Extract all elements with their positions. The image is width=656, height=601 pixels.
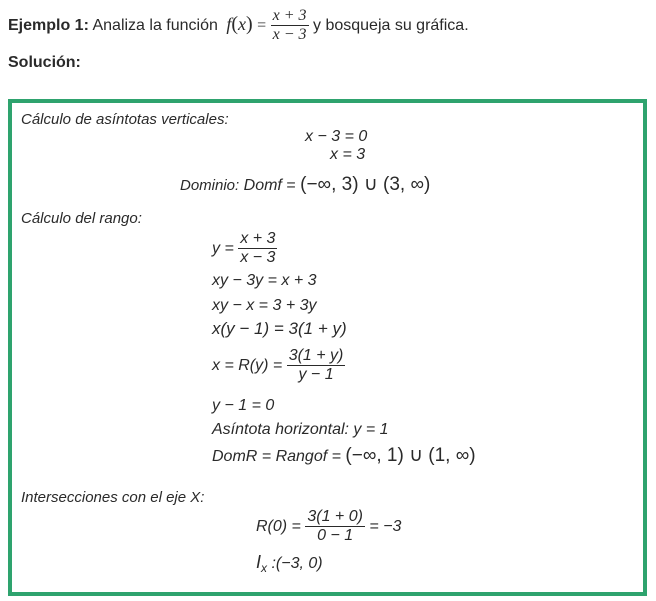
range-step1-denominator: x − 3 <box>240 249 276 267</box>
range-step4: x(y − 1) = 3(1 + y) <box>212 319 347 338</box>
range-step8-value: (−∞, 1) ∪ (1, ∞) <box>345 445 476 466</box>
intersection-r0 <box>256 508 401 546</box>
range-step5-denominator: y − 1 <box>298 366 334 384</box>
example-statement <box>8 7 469 45</box>
open-paren: ( <box>231 13 239 36</box>
domain-line <box>180 172 430 199</box>
range-step1-lhs: y = <box>212 239 234 257</box>
domain-name: Domf <box>243 177 282 194</box>
range-step1 <box>212 230 277 268</box>
vertical-eq1: x − 3 = 0 <box>305 128 368 145</box>
example-text: Analiza la función <box>92 17 218 35</box>
r0-result: = −3 <box>369 517 402 535</box>
header-fraction-numerator: x + 3 <box>271 7 309 26</box>
solution-label: Solución: <box>8 54 81 71</box>
range-step2: xy − 3y = x + 3 <box>212 272 317 289</box>
range-step5-fraction <box>287 347 346 385</box>
close-paren: ) <box>246 13 253 36</box>
vertical-asymptotes-heading: Cálculo de asíntotas verticales: <box>21 111 229 128</box>
range-heading: Cálculo del rango: <box>21 210 142 227</box>
ix-label: I <box>256 552 262 572</box>
r0-fraction <box>305 508 365 546</box>
function-name: f <box>226 14 232 35</box>
range-step5-numerator: 3(1 + y) <box>287 347 346 366</box>
domain-equals: = <box>286 177 296 194</box>
function-variable: x <box>238 14 247 35</box>
range-step8 <box>212 443 476 470</box>
ix-subscript: x <box>261 561 268 576</box>
range-step1-numerator: x + 3 <box>238 230 277 249</box>
r0-numerator: 3(1 + 0) <box>305 508 365 527</box>
ix-value: :(−3, 0) <box>271 555 323 572</box>
domain-value: (−∞, 3) ∪ (3, ∞) <box>300 174 431 195</box>
r0-denominator: 0 − 1 <box>317 527 354 545</box>
range-step5-lhs: x = R(y) = <box>212 356 283 374</box>
header-equals: = <box>257 17 267 35</box>
horizontal-asymptote: Asíntota horizontal: y = 1 <box>212 421 389 438</box>
range-step8-lhs: DomR = Rangof = <box>212 448 341 465</box>
intersection-point <box>256 552 323 575</box>
range-step3: xy − x = 3 + 3y <box>212 297 317 314</box>
intersections-heading: Intersecciones con el eje X: <box>21 489 205 506</box>
vertical-eq2: x = 3 <box>330 146 366 163</box>
example-label: Ejemplo 1: <box>8 17 89 35</box>
r0-lhs: R(0) = <box>256 517 301 535</box>
domain-label: Dominio: <box>180 177 240 194</box>
header-fraction-denominator: x − 3 <box>272 26 307 44</box>
range-step6: y − 1 = 0 <box>212 397 275 414</box>
range-step1-fraction <box>238 230 277 268</box>
header-trailing-text: y bosqueja su gráfica. <box>313 17 469 35</box>
header-fraction <box>271 7 309 45</box>
range-step5 <box>212 347 345 385</box>
